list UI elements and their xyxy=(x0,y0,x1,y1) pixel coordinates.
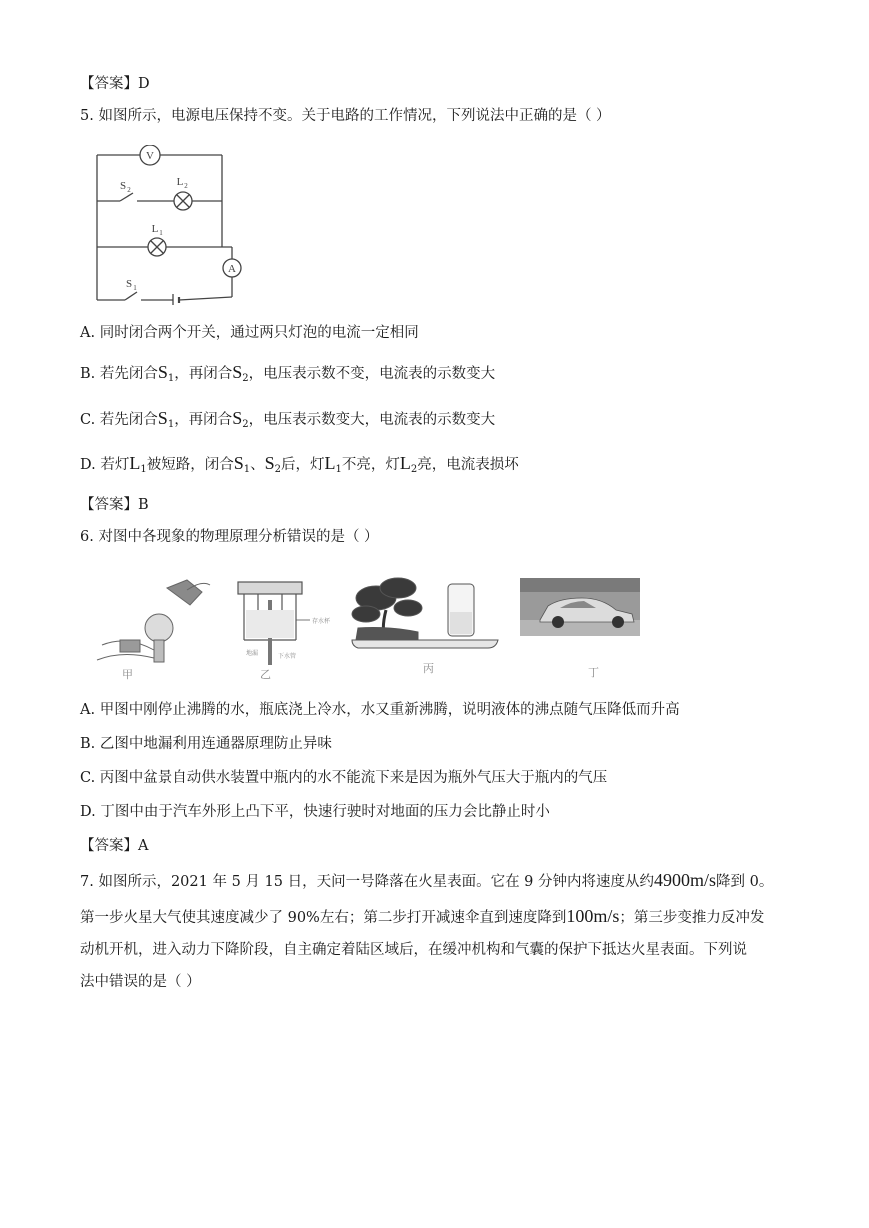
s1-label: S xyxy=(125,278,133,290)
q5-answer: 【答案】B xyxy=(80,497,149,513)
q5-option-d: D. 若灯$L_1$被短路，闭合$S_1$、$S_2$后，灯$L_1$不亮，灯$L_2$亮，电流表损坏 xyxy=(80,453,519,475)
ammeter-label: A xyxy=(228,263,236,275)
l2-label: L xyxy=(176,176,184,188)
q5-option-c: C. 若先闭合$S_1$，再闭合$S_2$，电压表示数变大，电流表的示数变大 xyxy=(80,408,496,430)
svg-text:下水管: 下水管 xyxy=(278,653,297,660)
s2-label: S xyxy=(119,180,127,192)
q6-stem: 6. 对图中各现象的物理原理分析错误的是（ ） xyxy=(80,529,379,545)
q5-stem: 5. 如图所示，电源电压保持不变。关于电路的工作情况，下列说法中正确的是（ ） xyxy=(80,108,611,124)
q6-figure-jia xyxy=(92,570,212,685)
l1-label: L xyxy=(151,223,159,235)
fig-label-yi: 乙 xyxy=(260,668,271,681)
q6-option-a: A. 甲图中刚停止沸腾的水，瓶底浇上冷水，水又重新沸腾，说明液体的沸点随气压降低而升高 xyxy=(80,702,680,718)
q5-option-a: A. 同时闭合两个开关，通过两只灯泡的电流一定相同 xyxy=(80,325,419,341)
fig-label-jia: 甲 xyxy=(122,668,133,681)
q6-option-b: B. 乙图中地漏利用连通器原理防止异味 xyxy=(80,736,332,752)
fig-label-ding: 丁 xyxy=(588,666,599,679)
l1-sub: 1 xyxy=(159,229,163,237)
q5-option-b: B. 若先闭合$S_1$，再闭合$S_2$，电压表示数不变，电流表的示数变大 xyxy=(80,362,496,384)
q7-line-4: 法中错误的是（ ） xyxy=(80,974,201,990)
s1-sub: 1 xyxy=(133,284,137,292)
q6-option-d: D. 丁图中由于汽车外形上凸下平，快速行驶时对地面的压力会比静止时小 xyxy=(80,804,550,820)
l2-sub: 2 xyxy=(184,182,188,190)
q7-line-1: 7. 如图所示，2021 年 5 月 15 日，天问一号降落在火星表面。它在 9 分钟内将速度从约4900m/s降到 0。 xyxy=(80,870,774,890)
q5-circuit-diagram xyxy=(85,145,255,305)
q7-line-3: 动机开机，进入动力下降阶段，自主确定着陆区域后，在缓冲机构和气囊的保护下抵达火星表面。下列说 xyxy=(80,942,747,958)
fig-label-bing: 丙 xyxy=(423,662,434,675)
q6-answer: 【答案】A xyxy=(80,838,149,854)
q6-figure-yi xyxy=(230,570,340,685)
q6-option-c: C. 丙图中盆景自动供水装置中瓶内的水不能流下来是因为瓶外气压大于瓶内的气压 xyxy=(80,770,608,786)
svg-text:地漏: 地漏 xyxy=(246,650,259,657)
voltmeter-label: V xyxy=(146,150,154,162)
q6-figure-ding xyxy=(520,570,645,685)
q7-line-2: 第一步火星大气使其速度减少了 90%左右；第二步打开减速伞直到速度降到100m/s；第三步变推力反冲发 xyxy=(80,906,765,926)
svg-text:存水杯: 存水杯 xyxy=(312,618,331,625)
s2-sub: 2 xyxy=(127,186,131,194)
q6-figure-bing xyxy=(348,570,508,685)
q4-answer: 【答案】D xyxy=(80,76,150,92)
